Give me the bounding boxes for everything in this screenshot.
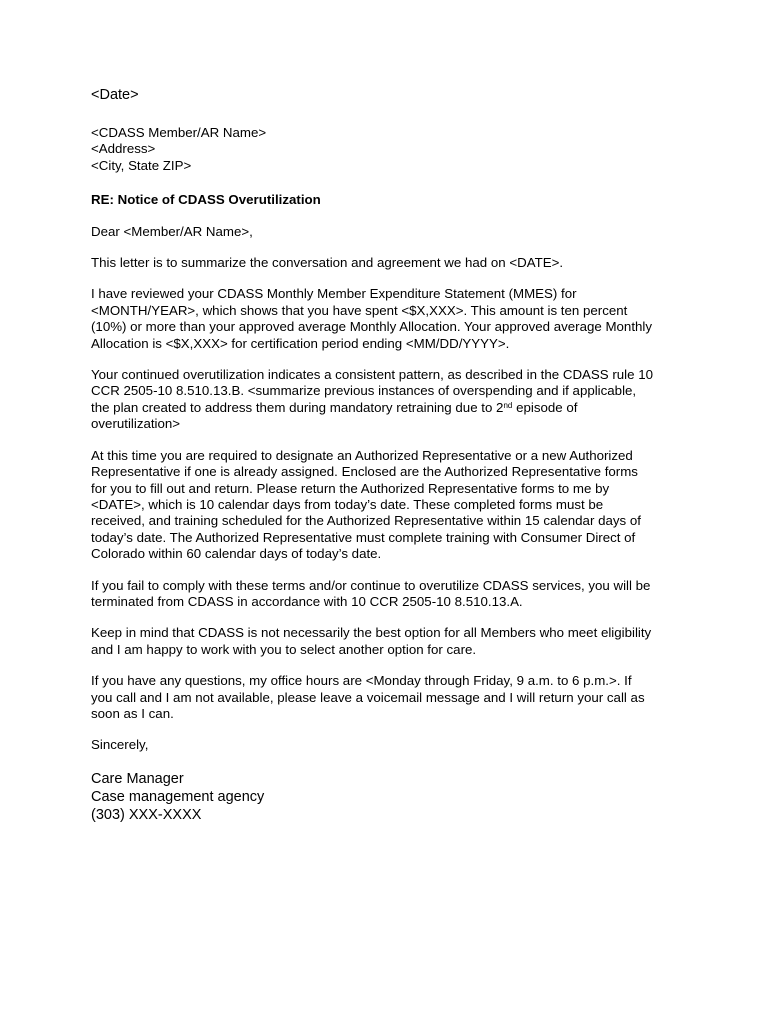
paragraph-7-line: If you have any questions, my office hours are <Monday through Friday, 9 a.m. to 6 p.m.>. If — [91, 673, 632, 689]
paragraph-2-line: Allocation is <$X,XXX> for certification period ending <MM/DD/YYYY>. — [91, 335, 510, 351]
recipient-address: <Address> — [91, 141, 156, 157]
paragraph-5-line: terminated from CDASS in accordance with 10 CCR 2505-10 8.510.13.A. — [91, 593, 523, 609]
paragraph-2-line: <MONTH/YEAR>, which shows that you have spent <$X,XXX>. This amount is ten percent — [91, 302, 628, 318]
paragraph-5 — [91, 578, 691, 611]
paragraph-5-line: If you fail to comply with these terms and/or continue to overutilize CDASS services, you will be — [91, 577, 651, 593]
signature-title: Care Manager — [91, 770, 184, 787]
paragraph-3-line: Your continued overutilization indicates a consistent pattern, as described in the CDASS rule 10 — [91, 367, 654, 383]
paragraph-2-line: I have reviewed your CDASS Monthly Member Expenditure Statement (MMES) for — [91, 286, 577, 302]
paragraph-1: This letter is to summarize the conversation and agreement we had on <DATE>. — [91, 255, 564, 271]
ordinal-superscript: nd — [503, 400, 513, 410]
paragraph-3-line: overutilization> — [91, 416, 181, 432]
paragraph-7-line: you call and I am not available, please leave a voicemail message and I will return your call as — [91, 689, 645, 705]
recipient-address-block — [91, 125, 691, 174]
signature-phone: (303) XXX-XXXX — [91, 806, 202, 823]
paragraph-2 — [91, 286, 691, 352]
paragraph-6 — [91, 625, 691, 658]
paragraph-4-line: Colorado within 60 calendar days of today’s date. — [91, 546, 382, 562]
signature-agency: Case management agency — [91, 788, 265, 805]
paragraph-4-line: <DATE>, which is 10 calendar days from today’s date. These completed forms must be — [91, 496, 604, 512]
closing: Sincerely, — [91, 737, 149, 753]
paragraph-4 — [91, 448, 691, 563]
recipient-city-state-zip: <City, State ZIP> — [91, 157, 192, 173]
paragraph-4-line: Representative if one is already assigned. Enclosed are the Authorized Representative forms — [91, 464, 638, 480]
recipient-name: <CDASS Member/AR Name> — [91, 125, 267, 140]
paragraph-6-line: Keep in mind that CDASS is not necessarily the best option for all Members who meet eligibility — [91, 625, 652, 641]
paragraph-4-line: today’s date. The Authorized Representative must complete training with Consumer Direct of — [91, 529, 636, 545]
subject-line: RE: Notice of CDASS Overutilization — [91, 192, 321, 208]
paragraph-2-line: (10%) or more than your approved average Monthly Allocation. Your approved average Monthly — [91, 319, 653, 335]
paragraph-3 — [91, 367, 691, 433]
salutation: Dear <Member/AR Name>, — [91, 223, 253, 239]
paragraph-4-line: received, and training scheduled for the Authorized Representative within 15 calendar days of — [91, 513, 641, 529]
paragraph-4-line: for you to fill out and return. Please return the Authorized Representative forms to me by — [91, 480, 610, 496]
paragraph-3-line: CCR 2505-10 8.510.13.B. <summarize previous instances of overspending and if applicable, — [91, 383, 637, 399]
signature-block — [91, 770, 691, 824]
date-placeholder: <Date> — [91, 87, 139, 103]
paragraph-7 — [91, 673, 691, 722]
paragraph-4-line: At this time you are required to designate an Authorized Representative or a new Authorized — [91, 447, 633, 463]
paragraph-6-line: and I am happy to work with you to select another option for care. — [91, 641, 477, 657]
letter-page — [91, 86, 691, 824]
paragraph-3-line3-after: episode of — [512, 399, 578, 415]
paragraph-3-line3-before: the plan created to address them during mandatory retraining due to 2 — [91, 399, 504, 415]
paragraph-3-line — [91, 400, 691, 416]
paragraph-7-line: soon as I can. — [91, 705, 174, 721]
